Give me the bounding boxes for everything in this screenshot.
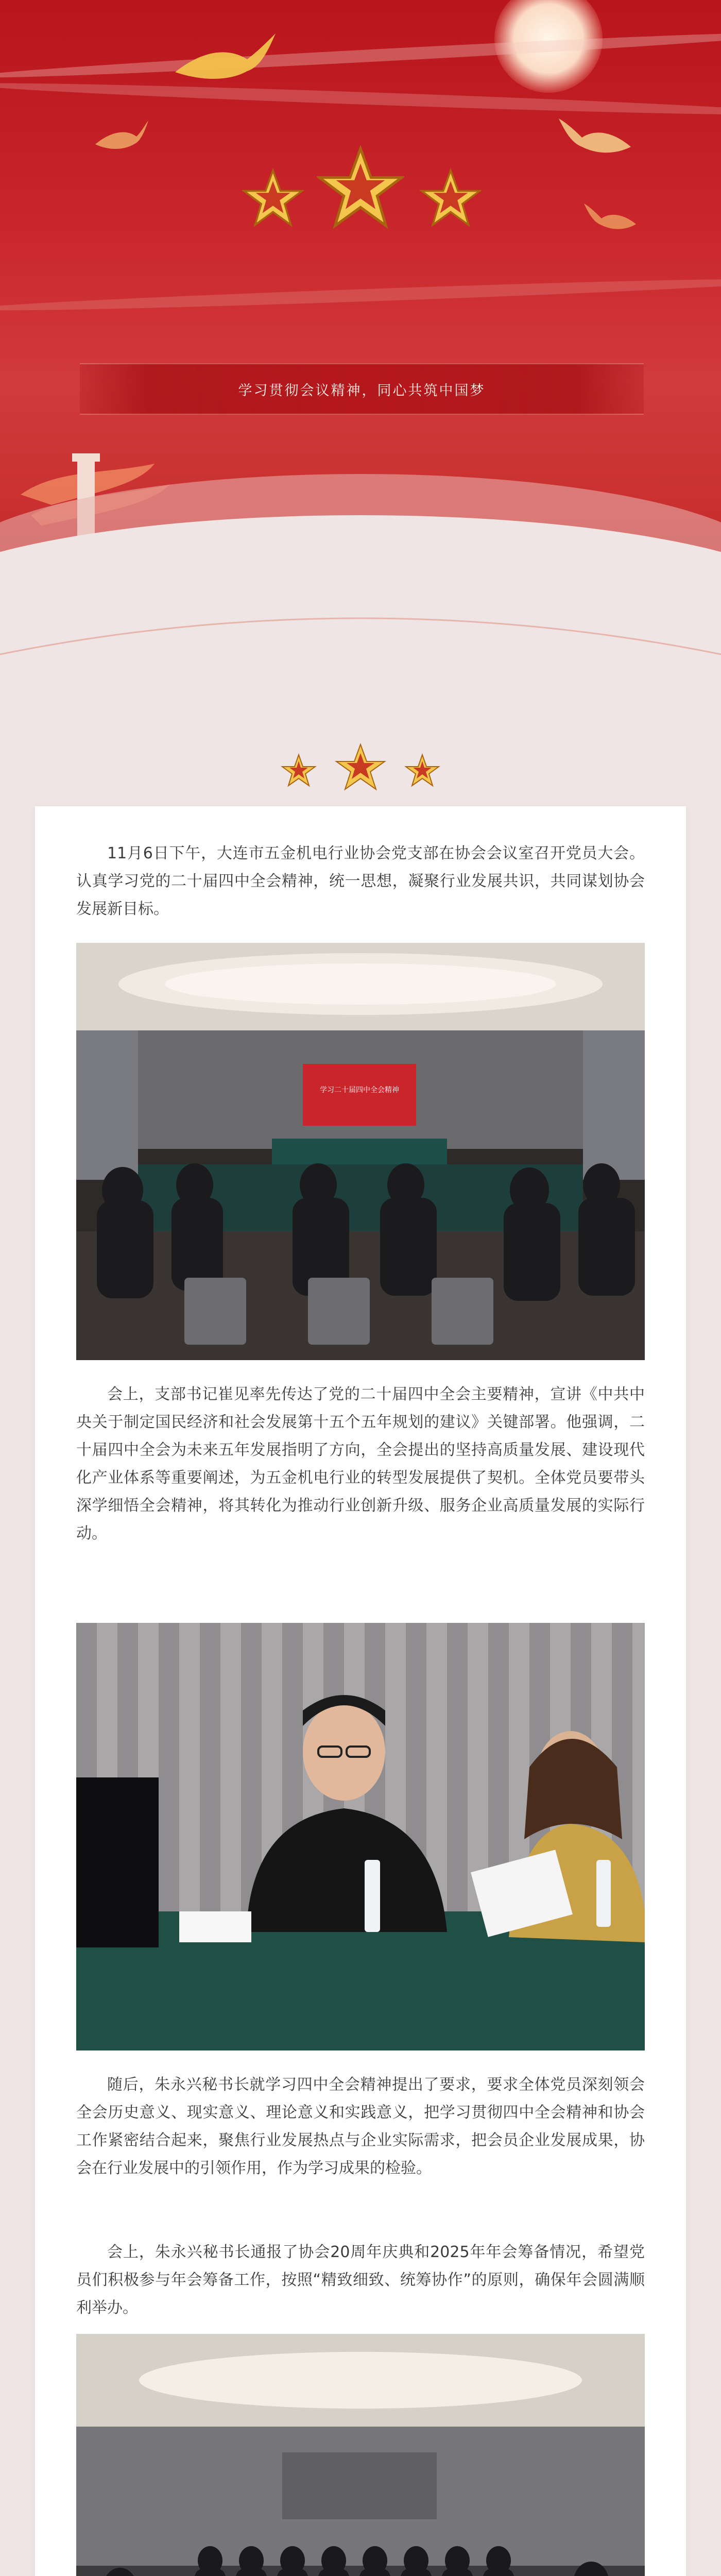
screen-caption: 学习二十届四中全会精神 <box>320 1086 399 1094</box>
pigeon-icon <box>556 116 633 162</box>
decor-stripe <box>0 274 721 315</box>
star-icon <box>317 144 404 232</box>
speaker-image <box>76 1623 645 2050</box>
decor-stripe <box>0 27 721 83</box>
star-icon <box>420 167 482 229</box>
meeting-photo <box>76 943 645 1360</box>
pigeon-icon <box>170 31 278 93</box>
article-paragraph: 随后，朱永兴秘书长就学习四中全会精神提出了要求，要求全体党员深刻领会全会历史意义、现实意义、理论意义和实践意义，把学习贯彻四中全会精神和协会工作紧密结合起来，聚焦行业发展热点与企业实际需求，把会员企业发展成果，协会在行业发展中的引领作用，作为学习成果的检验。 <box>76 2076 645 2177</box>
decor-arc <box>0 592 721 675</box>
header-banner <box>0 0 721 634</box>
decor-stripe <box>0 78 721 120</box>
conference-photo <box>76 2334 645 2576</box>
star-icon <box>282 755 315 786</box>
pigeon-icon <box>93 118 149 155</box>
banner-title-bar <box>80 363 644 415</box>
conference-image <box>76 2334 645 2576</box>
speaker-photo <box>76 1623 645 2050</box>
small-stars-row <box>268 742 453 793</box>
star-icon <box>336 744 385 789</box>
article-card <box>35 806 686 2576</box>
article-paragraph: 会上，支部书记崔见率先传达了党的二十届四中全会主要精神，宣讲《中共中央关于制定国民经济和社会发展第十五个五年规划的建议》关键部署。他强调，二十届四中全会为未来五年发展指明了方向，全会提出的坚持高质量发展、建设现代化产业体系等重要阐述，为五金机电行业的转型发展提供了契机。全体党员要带头深学细悟全会精神，将其转化为推动行业创新升级、服务企业高质量发展的实际行动。 <box>76 1385 645 1543</box>
banner-title: 学习贯彻会议精神，同心共筑中国梦 <box>238 382 486 399</box>
star-icon <box>406 755 439 786</box>
pigeon-icon <box>582 201 639 237</box>
article-paragraph: 11月6日下午，大连市五金机电行业协会党支部在协会会议室召开党员大会。认真学习党的二十届四中全会精神，统一思想，凝聚行业发展共识，共同谋划协会发展新目标。 <box>76 844 645 918</box>
article-paragraph: 会上，朱永兴秘书长通报了协会20周年庆典和2025年年会筹备情况，希望党员们积极参与年会筹备工作，按照“精致细致、统筹协作”的原则，确保年会圆满顺利举办。 <box>76 2243 645 2317</box>
meeting-room-image <box>76 943 645 1360</box>
star-icon <box>242 167 304 229</box>
